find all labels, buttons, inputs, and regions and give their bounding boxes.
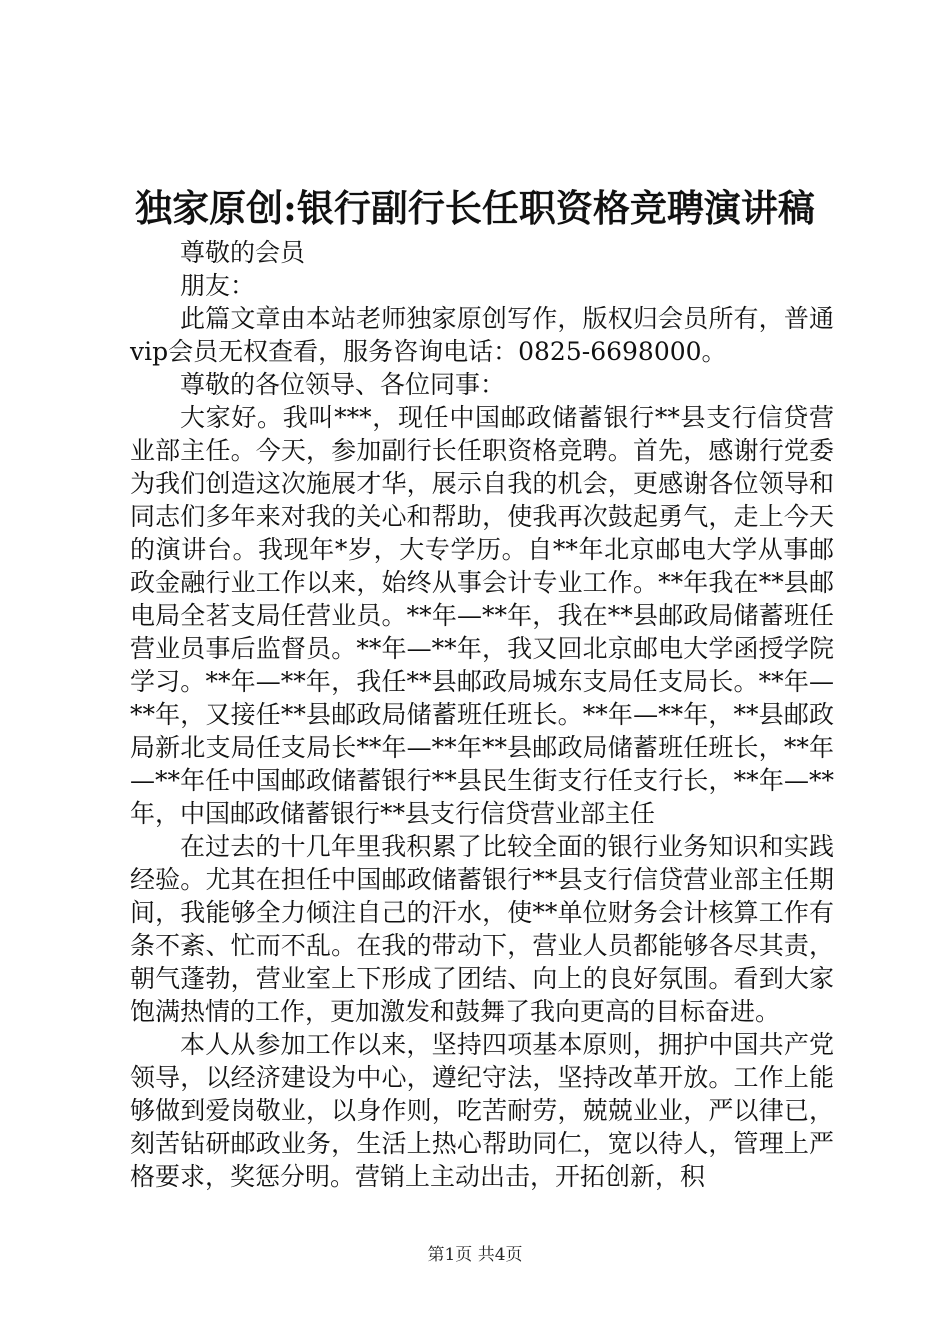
document-body bbox=[130, 236, 834, 1193]
copyright-notice: 此篇文章由本站老师独家原创写作，版权归会员所有，普通vip会员无权查看，服务咨询电话：0825-6698000。 bbox=[130, 304, 834, 366]
paragraph-introduction: 大家好。我叫***，现任中国邮政储蓄银行**县支行信贷营业部主任。今天，参加副行长任职资格竞聘。首先，感谢行党委为我们创造这次施展才华，展示自我的机会，更感谢各位领导和同志们多年来对我的关心和帮助，使我再次鼓起勇气，走上今天的演讲台。我现年*岁，大专学历。自**年北京邮电大学从事邮政金融行业工作以来，始终从事会计专业工作。**年我在**县邮电局全茗支局任营业员。**年—**年，我在**县邮政局储蓄班任营业员事后监督员。**年—**年，我又回北京邮电大学函授学院学习。**年—**年，我任**县邮政局城东支局任支局长。**年—**年，又接任**县邮政局储蓄班任班长。**年—**年，**县邮政局新北支局任支局长**年—**年**县邮政局储蓄班任班长，**年—**年任中国邮政储蓄银行**县民生街支行任支行长，**年—**年，中国邮政储蓄银行**县支行信贷营业部主任 bbox=[130, 403, 834, 828]
salutation-line-2: 朋友： bbox=[180, 271, 256, 300]
document-title: 独家原创:银行副行长任职资格竞聘演讲稿 bbox=[135, 186, 815, 230]
paragraph-principles: 本人从参加工作以来，坚持四项基本原则，拥护中国共产党领导，以经济建设为中心，遵纪守法，坚持改革开放。工作上能够做到爱岗敬业，以身作则，吃苦耐劳，兢兢业业，严以律已，刻苦钻研邮政业务，生活上热心帮助同仁，宽以待人，管理上严格要求，奖惩分明。营销上主动出击，开拓创新，积 bbox=[130, 1030, 834, 1191]
greeting: 尊敬的各位领导、各位同事： bbox=[180, 370, 506, 399]
paragraph-experience: 在过去的十几年里我积累了比较全面的银行业务知识和实践经验。尤其在担任中国邮政储蓄银行**县支行信贷营业部主任期间，我能够全力倾注自己的汗水，使**单位财务会计核算工作有条不紊、忙而不乱。在我的带动下，营业人员都能够各尽其责，朝气蓬勃，营业室上下形成了团结、向上的良好氛围。看到大家饱满热情的工作，更加激发和鼓舞了我向更高的目标奋进。 bbox=[130, 832, 834, 1026]
page-number: 第1页 共4页 bbox=[427, 1245, 523, 1265]
salutation-line-1: 尊敬的会员 bbox=[180, 238, 306, 267]
